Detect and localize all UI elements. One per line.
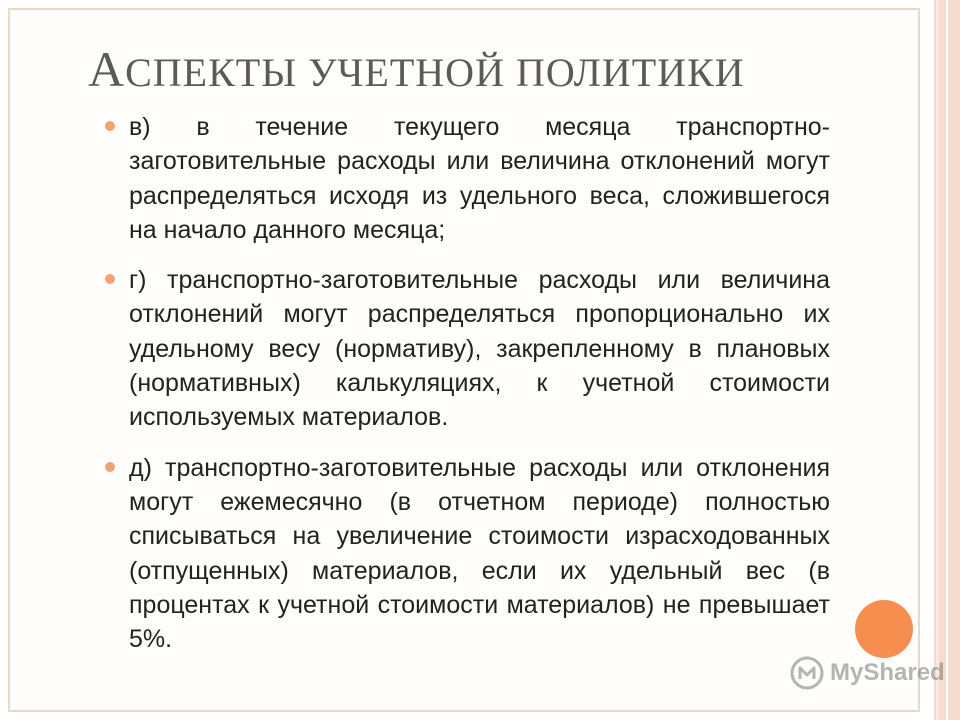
bullet-dot-icon: [105, 462, 115, 472]
decorative-side-line-white: [946, 0, 948, 720]
bullet-text: г) транспортно-заготовительные расходы или величина отклонений могут распределяться пропорционально их удельному весу (нормативу), закрепленному в плановых (нормативных) калькуляциях, к учетной стоимости используемых материалов.: [129, 266, 830, 432]
bullet-text: в) в течение текущего месяца транспортно-заготовительные расходы или величина отклонений могут распределяться исходя из удельного веса, сложившегося на начало данного месяца;: [129, 113, 830, 244]
bullet-text: д) транспортно-заготовительные расходы или отклонения могут ежемесячно (в отчетном периоде) полностью списываться на увеличение стоимости израсходованных (отпущенных) материалов, если их удельный вес (в процентах к учетной стоимости материалов) не превышает 5%.: [129, 453, 830, 654]
slide-title: [88, 40, 888, 98]
bullet-item: [105, 451, 830, 657]
title-initial: А: [88, 41, 126, 97]
watermark-text: MyShared: [830, 659, 945, 686]
decorative-orange-circle: [855, 600, 913, 658]
myshared-logo-icon: [790, 656, 824, 690]
bullet-item: [105, 263, 830, 434]
bullet-item: [105, 110, 830, 247]
myshared-watermark: [790, 655, 945, 691]
title-rest: СПЕКТЫ УЧЕТНОЙ ПОЛИТИКИ: [125, 50, 745, 95]
bullet-dot-icon: [105, 274, 115, 284]
bullet-list: [105, 110, 830, 672]
bullet-dot-icon: [105, 121, 115, 131]
decorative-side-line: [936, 0, 939, 720]
